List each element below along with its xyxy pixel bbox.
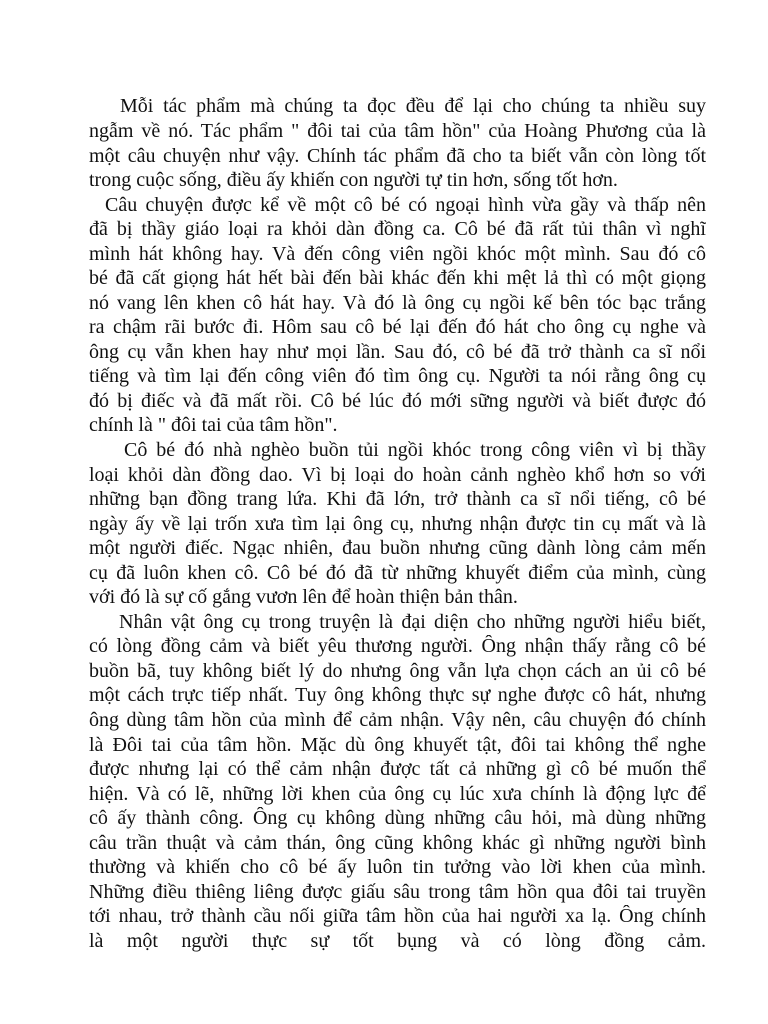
- paragraph-3-line-1: Cô bé đó nhà nghèo buồn tủi ngồi khóc trong công viên vì bị thầy: [124, 439, 706, 461]
- paragraph-4-line-3: buồn bã, tuy không biết lý do nhưng ông vẫn lựa chọn cách an ủi cô bé: [89, 660, 706, 682]
- paragraph-4-line-10: câu trần thuật và cảm thán, ông cũng không khác gì những người bình: [89, 832, 706, 854]
- paragraph-2-line-3: mình hát không hay. Và đến công viên ngồi khóc một mình. Sau đó cô: [89, 243, 706, 265]
- paragraph-4-line-7: được nhưng lại có thể cảm nhận được tất cả những gì cô bé muốn thể: [89, 758, 706, 780]
- paragraph-2-line-1: Câu chuyện được kể về một cô bé có ngoại hình vừa gầy và thấp nên: [105, 194, 706, 216]
- paragraph-1-line-1: Mỗi tác phẩm mà chúng ta đọc đều để lại cho chúng ta nhiều suy: [120, 95, 706, 117]
- paragraph-3-line-5: một người điếc. Ngạc nhiên, đau buồn nhưng cũng dành lòng cảm mến: [89, 537, 706, 559]
- paragraph-1-line-3: một câu chuyện như vậy. Chính tác phẩm đã cho ta biết vẫn còn lòng tốt: [89, 145, 706, 167]
- paragraph-3-line-3: những bạn đồng trang lứa. Khi đã lớn, trở thành ca sĩ nổi tiếng, cô bé: [89, 488, 706, 510]
- paragraph-2-line-7: ông cụ vẫn khen hay như mọi lần. Sau đó, cô bé đã trở thành ca sĩ nổi: [89, 341, 706, 363]
- paragraph-3-line-2: loại khỏi dàn đồng dao. Vì bị loại do hoàn cảnh nghèo khổ hơn so với: [89, 464, 706, 486]
- paragraph-2-line-8: tiếng và tìm lại đến công viên đó tìm ông cụ. Người ta nói rằng ông cụ: [89, 365, 706, 387]
- paragraph-2-line-2: đã bị thầy giáo loại ra khỏi dàn đồng ca. Cô bé đã rất tủi thân vì nghĩ: [89, 218, 706, 240]
- paragraph-3-line-6: cụ đã luôn khen cô. Cô bé đó đã từ những khuyết điểm của mình, cùng: [89, 562, 706, 584]
- paragraph-2-line-9: đó bị điếc và đã mất rồi. Cô bé lúc đó mới sững người và biết được đó: [89, 390, 706, 412]
- paragraph-4-line-11: thường và khiến cho cô bé ấy luôn tin tưởng vào lời khen của mình.: [89, 856, 706, 878]
- paragraph-4-line-5: ông dùng tâm hồn của mình để cảm nhận. Vậy nên, câu chuyện đó chính: [89, 709, 706, 731]
- paragraph-3-line-4: ngày ấy về lại trốn xưa tìm lại ông cụ, nhưng nhận được tin cụ mất và là: [89, 513, 706, 535]
- paragraph-4-line-14: là một người thực sự tốt bụng và có lòng đồng cảm.: [89, 930, 706, 952]
- paragraph-4-line-9: cô ấy thành công. Ông cụ không dùng những câu hỏi, mà dùng những: [89, 807, 706, 829]
- paragraph-4-line-6: là Đôi tai của tâm hồn. Mặc dù ông khuyết tật, đôi tai không thể nghe: [89, 734, 706, 756]
- paragraph-4-line-2: có lòng đồng cảm và biết yêu thương người. Ông nhận thấy rằng cô bé: [89, 635, 706, 657]
- paragraph-2-line-10: chính là " đôi tai của tâm hồn".: [89, 414, 338, 436]
- paragraph-2-line-6: ra chậm rãi bước đi. Hôm sau cô bé lại đến đó hát cho ông cụ nghe và: [89, 316, 706, 338]
- paragraph-3-line-7: với đó là sự cố gắng vươn lên để hoàn thiện bản thân.: [89, 586, 518, 608]
- paragraph-2-line-5: nó vang lên khen cô hát hay. Và đó là ông cụ ngồi kế bên tóc bạc trắng: [89, 292, 706, 314]
- paragraph-4-line-8: hiện. Và có lẽ, những lời khen của ông cụ lúc xưa chính là động lực để: [89, 783, 706, 805]
- paragraph-1-line-2: ngẫm về nó. Tác phẩm " đôi tai của tâm hồn" của Hoàng Phương của là: [89, 120, 706, 142]
- paragraph-4-line-1: Nhân vật ông cụ trong truyện là đại diện cho những người hiểu biết,: [119, 611, 706, 633]
- paragraph-2-line-4: bé đã cất giọng hát hết bài đến bài khác đến khi mệt lả thì có một giọng: [89, 267, 706, 289]
- paragraph-4-line-13: tới nhau, trở thành cầu nối giữa tâm hồn của hai người xa lạ. Ông chính: [89, 905, 706, 927]
- paragraph-1-line-4: trong cuộc sống, điều ấy khiến con người tự tin hơn, sống tốt hơn.: [89, 169, 618, 191]
- paragraph-4-line-4: một cách trực tiếp nhất. Tuy ông không thực sự nghe được cô hát, nhưng: [89, 684, 706, 706]
- paragraph-4-line-12: Những điều thiêng liêng được giấu sâu trong tâm hồn qua đôi tai truyền: [89, 881, 706, 903]
